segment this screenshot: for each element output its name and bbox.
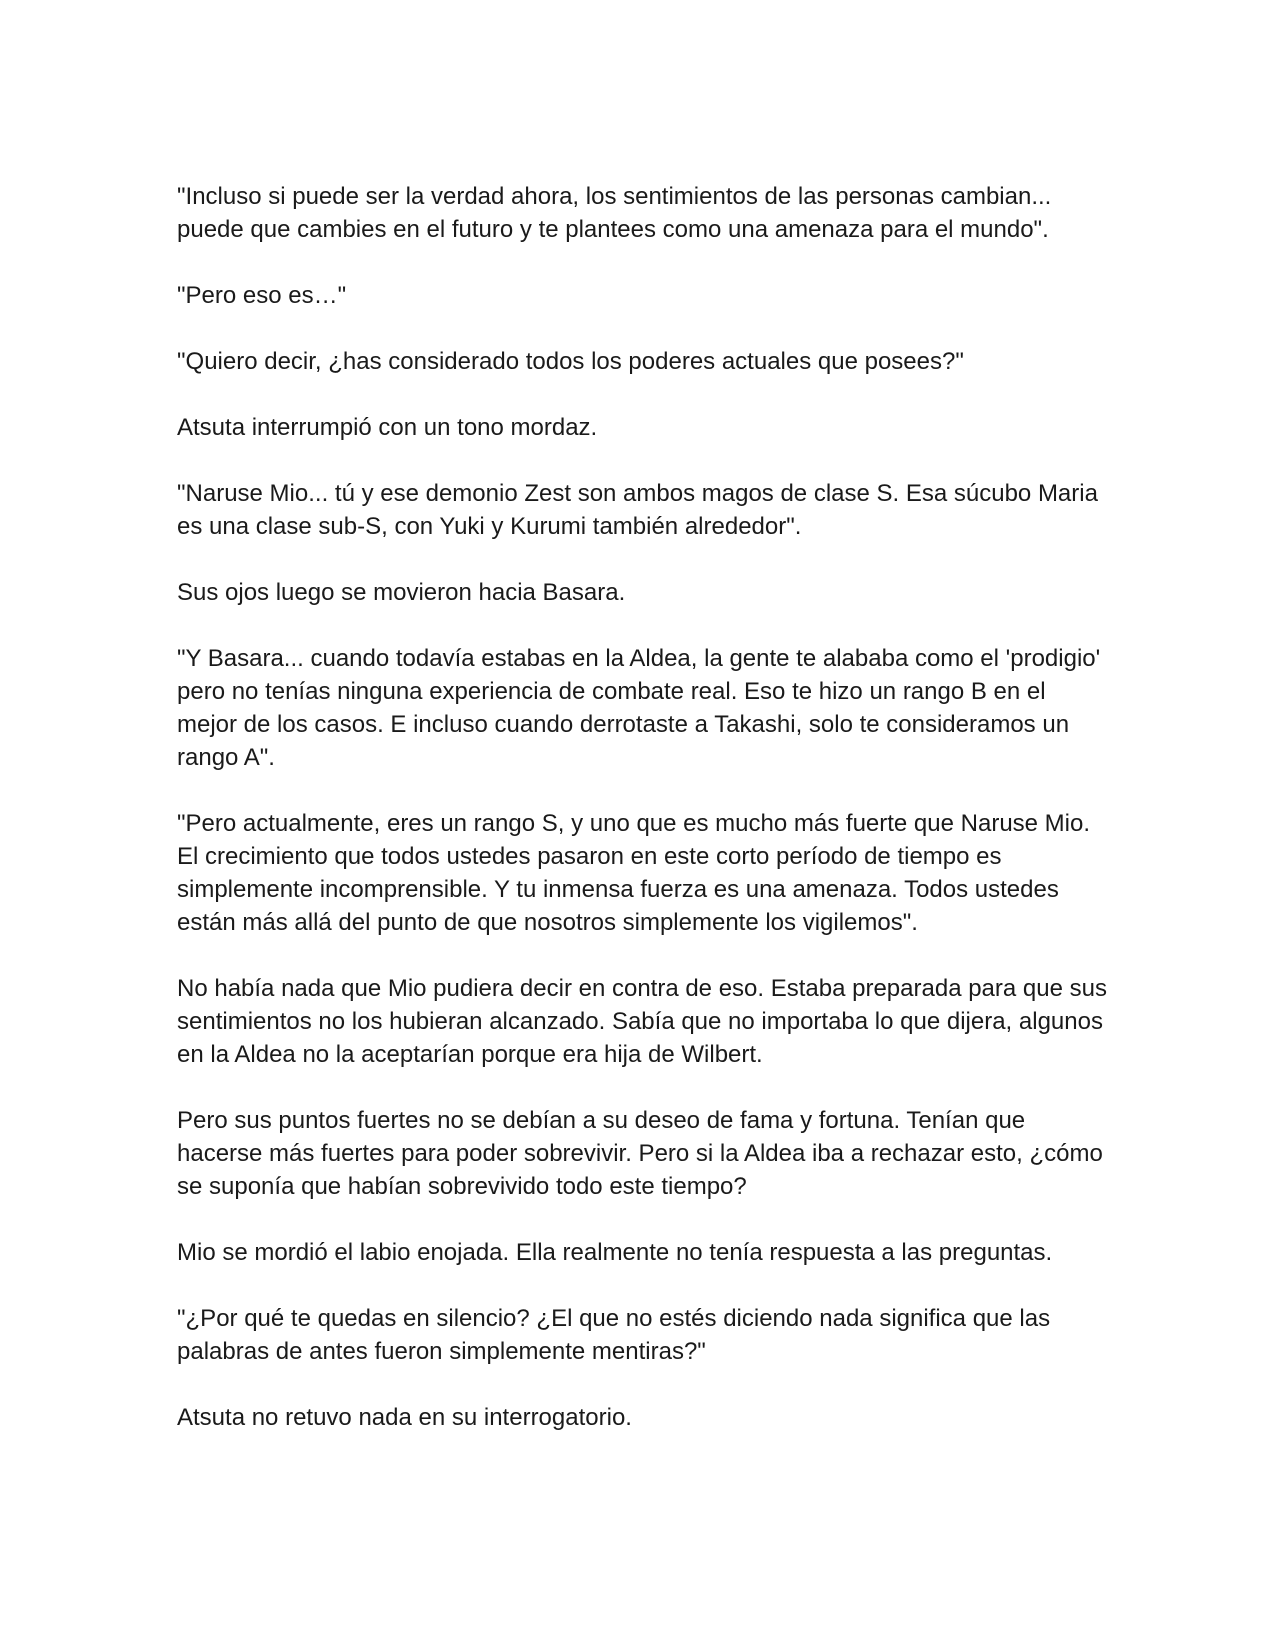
- paragraph: "Pero actualmente, eres un rango S, y uno que es mucho más fuerte que Naruse Mio. El crecimiento que todos ustedes pasaron en este corto período de tiempo es simplemente incomprensible. Y tu inmensa fuerza es una amenaza. Todos ustedes están más allá del punto de que nosotros simplemente los vigilemos".: [177, 810, 1091, 936]
- paragraph: Pero sus puntos fuertes no se debían a su deseo de fama y fortuna. Tenían que hacerse más fuertes para poder sobrevivir. Pero si la Aldea iba a rechazar esto, ¿cómo se suponía que habían sobrevivido todo este tiempo?: [177, 1107, 1103, 1200]
- paragraph: "Incluso si puede ser la verdad ahora, los sentimientos de las personas cambian... puede que cambies en el futuro y te plantees como una amenaza para el mundo".: [177, 183, 1052, 243]
- paragraph: "Pero eso es…": [177, 282, 347, 309]
- paragraph: "Quiero decir, ¿has considerado todos los poderes actuales que posees?": [177, 348, 964, 375]
- paragraph: "Y Basara... cuando todavía estabas en la Aldea, la gente te alababa como el 'prodigio' pero no tenías ninguna experiencia de combate real. Eso te hizo un rango B en el mejor de los casos. E incluso cuando derrotaste a Takashi, solo te consideramos un rango A".: [177, 645, 1101, 771]
- paragraph: No había nada que Mio pudiera decir en contra de eso. Estaba preparada para que sus sentimientos no los hubieran alcanzado. Sabía que no importaba lo que dijera, algunos en la Aldea no la aceptarían porque era hija de Wilbert.: [177, 975, 1107, 1068]
- document-body: [177, 180, 1107, 1467]
- paragraph: Mio se mordió el labio enojada. Ella realmente no tenía respuesta a las preguntas.: [177, 1239, 1053, 1266]
- paragraph: "¿Por qué te quedas en silencio? ¿El que no estés diciendo nada significa que las palabras de antes fueron simplemente mentiras?": [177, 1305, 1051, 1365]
- paragraph: Atsuta no retuvo nada en su interrogatorio.: [177, 1404, 632, 1431]
- paragraph: Atsuta interrumpió con un tono mordaz.: [177, 414, 598, 441]
- paragraph: Sus ojos luego se movieron hacia Basara.: [177, 579, 626, 606]
- paragraph: "Naruse Mio... tú y ese demonio Zest son ambos magos de clase S. Esa súcubo Maria es una clase sub-S, con Yuki y Kurumi también alrededor".: [177, 480, 1098, 540]
